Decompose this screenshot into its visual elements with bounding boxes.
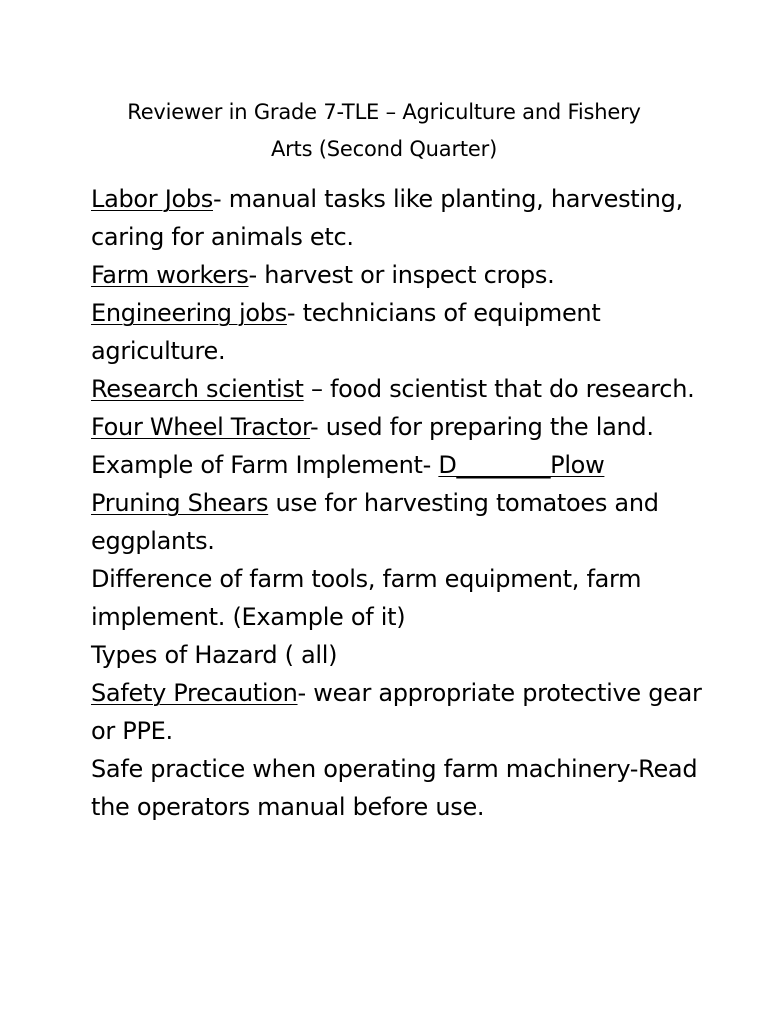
term-research-scientist: Research scientist [91, 375, 304, 403]
entry-safety-precaution [91, 674, 711, 750]
term-safety-precaution: Safety Precaution [91, 679, 298, 707]
entry-pruning-shears [91, 484, 711, 560]
reviewer-content [91, 180, 711, 826]
term-farm-workers: Farm workers [91, 261, 249, 289]
prompt-farm-implement: Example of Farm Implement- [91, 451, 439, 479]
answer-disc-plow: D________Plow [438, 451, 605, 479]
entry-labor-jobs [91, 180, 711, 256]
definition-research-scientist: – food scientist that do research. [303, 375, 695, 403]
entry-safe-practice: Safe practice when operating farm machinery-Read the operators manual before use. [91, 755, 698, 821]
definition-farm-workers: - harvest or inspect crops. [248, 261, 555, 289]
definition-four-wheel-tractor: - used for preparing the land. [310, 413, 654, 441]
entry-types-of-hazard: Types of Hazard ( all) [91, 641, 338, 669]
term-four-wheel-tractor: Four Wheel Tractor [91, 413, 311, 441]
entry-farm-workers [91, 256, 711, 294]
term-labor-jobs: Labor Jobs [91, 185, 213, 213]
entry-four-wheel-tractor [91, 408, 711, 446]
definition-safety-precaution: - wear appropriate protective gear or PPE. [91, 679, 702, 745]
document-title [60, 94, 708, 168]
entry-engineering-jobs [91, 294, 711, 370]
entry-research-scientist [91, 370, 711, 408]
term-pruning-shears: Pruning Shears [91, 489, 269, 517]
title-line-1: Reviewer in Grade 7-TLE – Agriculture and Fishery [127, 100, 641, 124]
definition-pruning-shears: use for harvesting tomatoes and eggplants. [91, 489, 659, 555]
definition-engineering-jobs: - technicians of equipment agriculture. [91, 299, 601, 365]
title-line-2: Arts (Second Quarter) [270, 137, 498, 161]
definition-labor-jobs: - manual tasks like planting, harvesting, caring for animals etc. [91, 185, 683, 251]
entry-farm-tools-difference: Difference of farm tools, farm equipment, farm implement. (Example of it) [91, 565, 642, 631]
entry-farm-implement-example [91, 446, 711, 484]
term-engineering-jobs: Engineering jobs [91, 299, 287, 327]
